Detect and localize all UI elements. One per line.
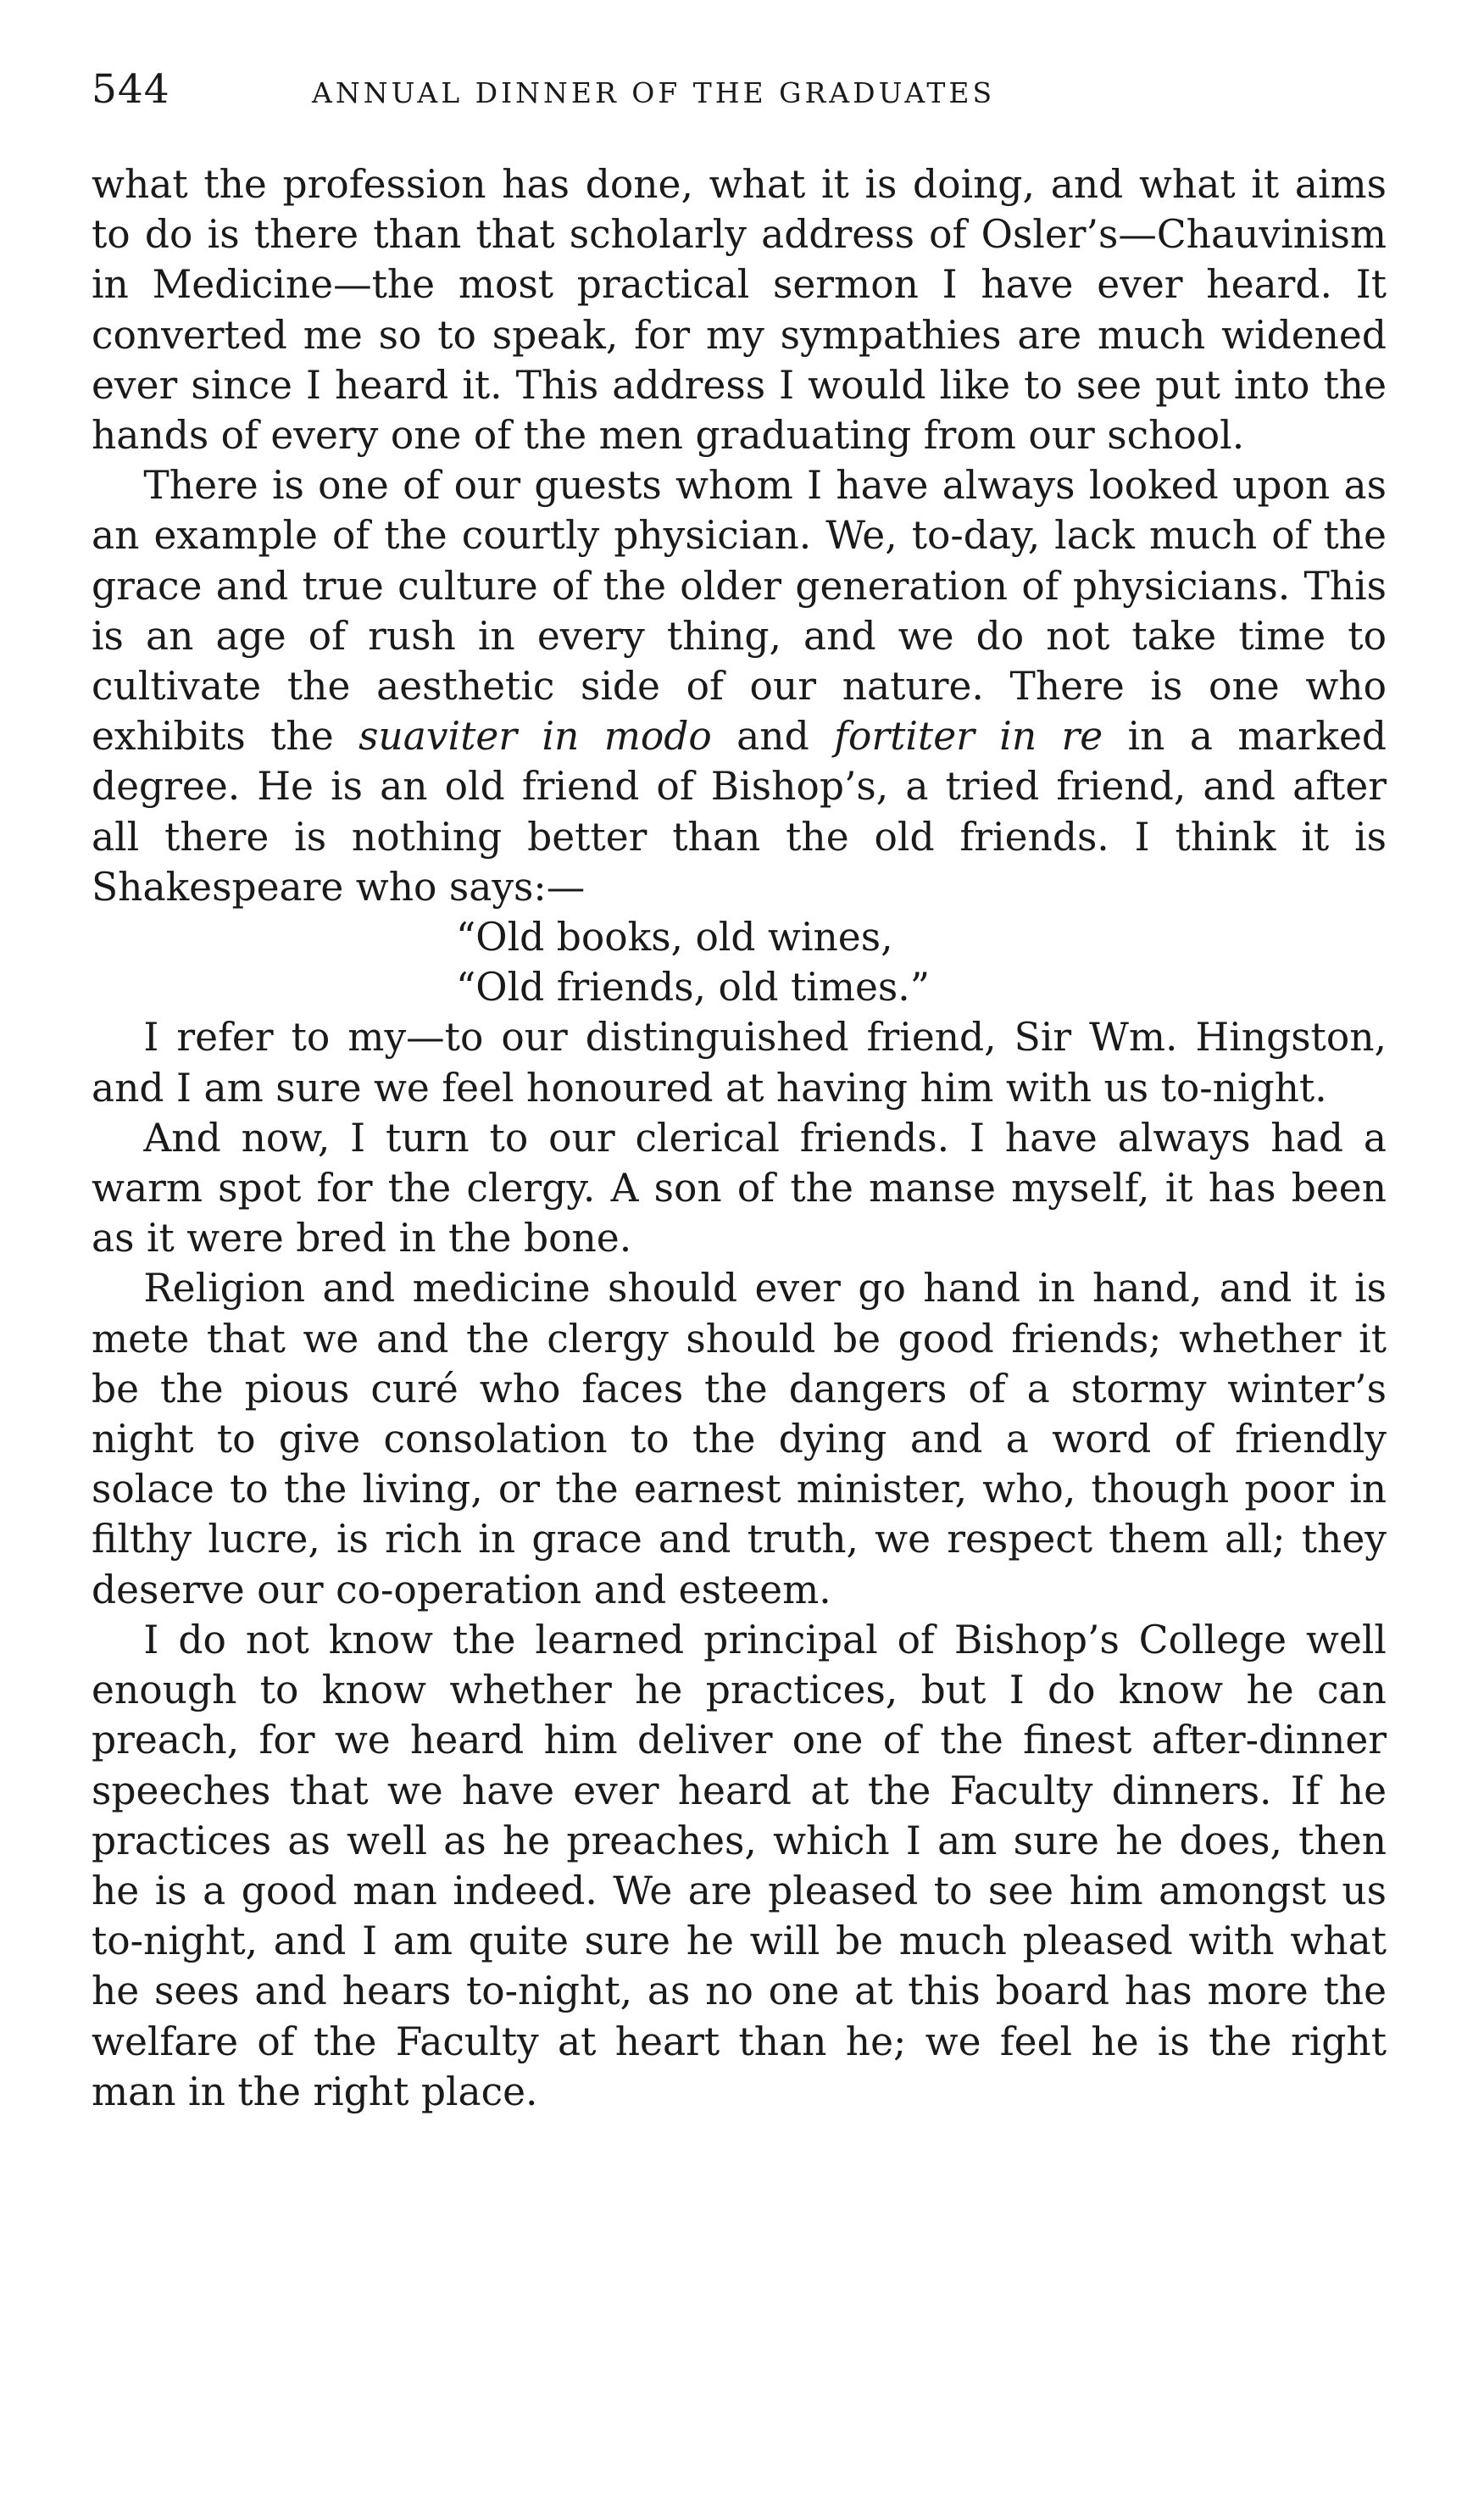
- italic-phrase: suaviter in modo: [358, 714, 712, 760]
- paragraph-bishops-principal: I do not know the learned principal of Bishop’s College well enough to know whether he practices, but I do know he can preach, for we heard him deliver one of the finest after-dinner speeches that we have ever heard at the Faculty dinners. If he practices as well as he preaches, which I am sure he does, then he is a good man indeed. We are pleased to see him amongst us to-night, and I am quite sure he will be much pleased with what he sees and hears to-night, as no one at this board has more the welfare of the Faculty at heart than he; we feel he is the right man in the right place.: [92, 1617, 1387, 2114]
- verse-line: “Old books, old wines,: [456, 915, 893, 961]
- paragraph-religion-medicine: Religion and medicine should ever go hand in hand, and it is mete that we and the clergy should be good friends; whether it be the pious curé who faces the dangers of a stormy winter’s night to give consolation to the dying and a word of friendly solace to the living, or the earnest minister, who, though poor in filthy lucre, is rich in grace and truth, we respect them all; they deserve our co-operation and esteem.: [92, 1266, 1387, 1612]
- paragraph-clerical-friends: And now, I turn to our clerical friends. I have always had a warm spot for the clergy. A son of the manse myself, it has been as it were bred in the bone.: [92, 1115, 1387, 1261]
- quoted-verse: [456, 912, 1387, 1012]
- paragraph-text: and: [711, 714, 835, 760]
- paragraph-text: in a marked degree. He is an old friend of Bishop’s, a tried friend, and after all there is nothing better than the old friends. I think it is Shakespeare who says:—: [92, 714, 1387, 910]
- page-header: [92, 66, 1387, 159]
- verse-line: “Old friends, old times.”: [456, 965, 930, 1011]
- paragraph-courtly-physician: [92, 460, 1387, 912]
- paragraph-sir-hingston: I refer to my—to our distinguished friend, Sir Wm. Hingston, and I am sure we feel honoured at having him with us to-night.: [92, 1015, 1387, 1111]
- running-head: ANNUAL DINNER OF THE GRADUATES: [312, 76, 996, 109]
- italic-phrase: fortiter in re: [834, 714, 1103, 760]
- body-text: [92, 159, 1387, 2117]
- paragraph-text: There is one of our guests whom I have always looked upon as an example of the courtly physician. We, to-day, lack much of the grace and true culture of the older generation of physicians. This is an age of rush in every thing, and we do not take time to cultivate the aesthetic side of our nature. There is one who exhibits the: [92, 463, 1387, 760]
- page-number: 544: [92, 66, 170, 113]
- paragraph-osler-address: what the profession has done, what it is doing, and what it aims to do is there than that scholarly address of Osler’s—Chauvinism in Medicine—the most practical sermon I have ever heard. It converted me so to speak, for my sympathies are much widened ever since I heard it. This address I would like to see put into the hands of every one of the men graduating from our school.: [92, 162, 1387, 459]
